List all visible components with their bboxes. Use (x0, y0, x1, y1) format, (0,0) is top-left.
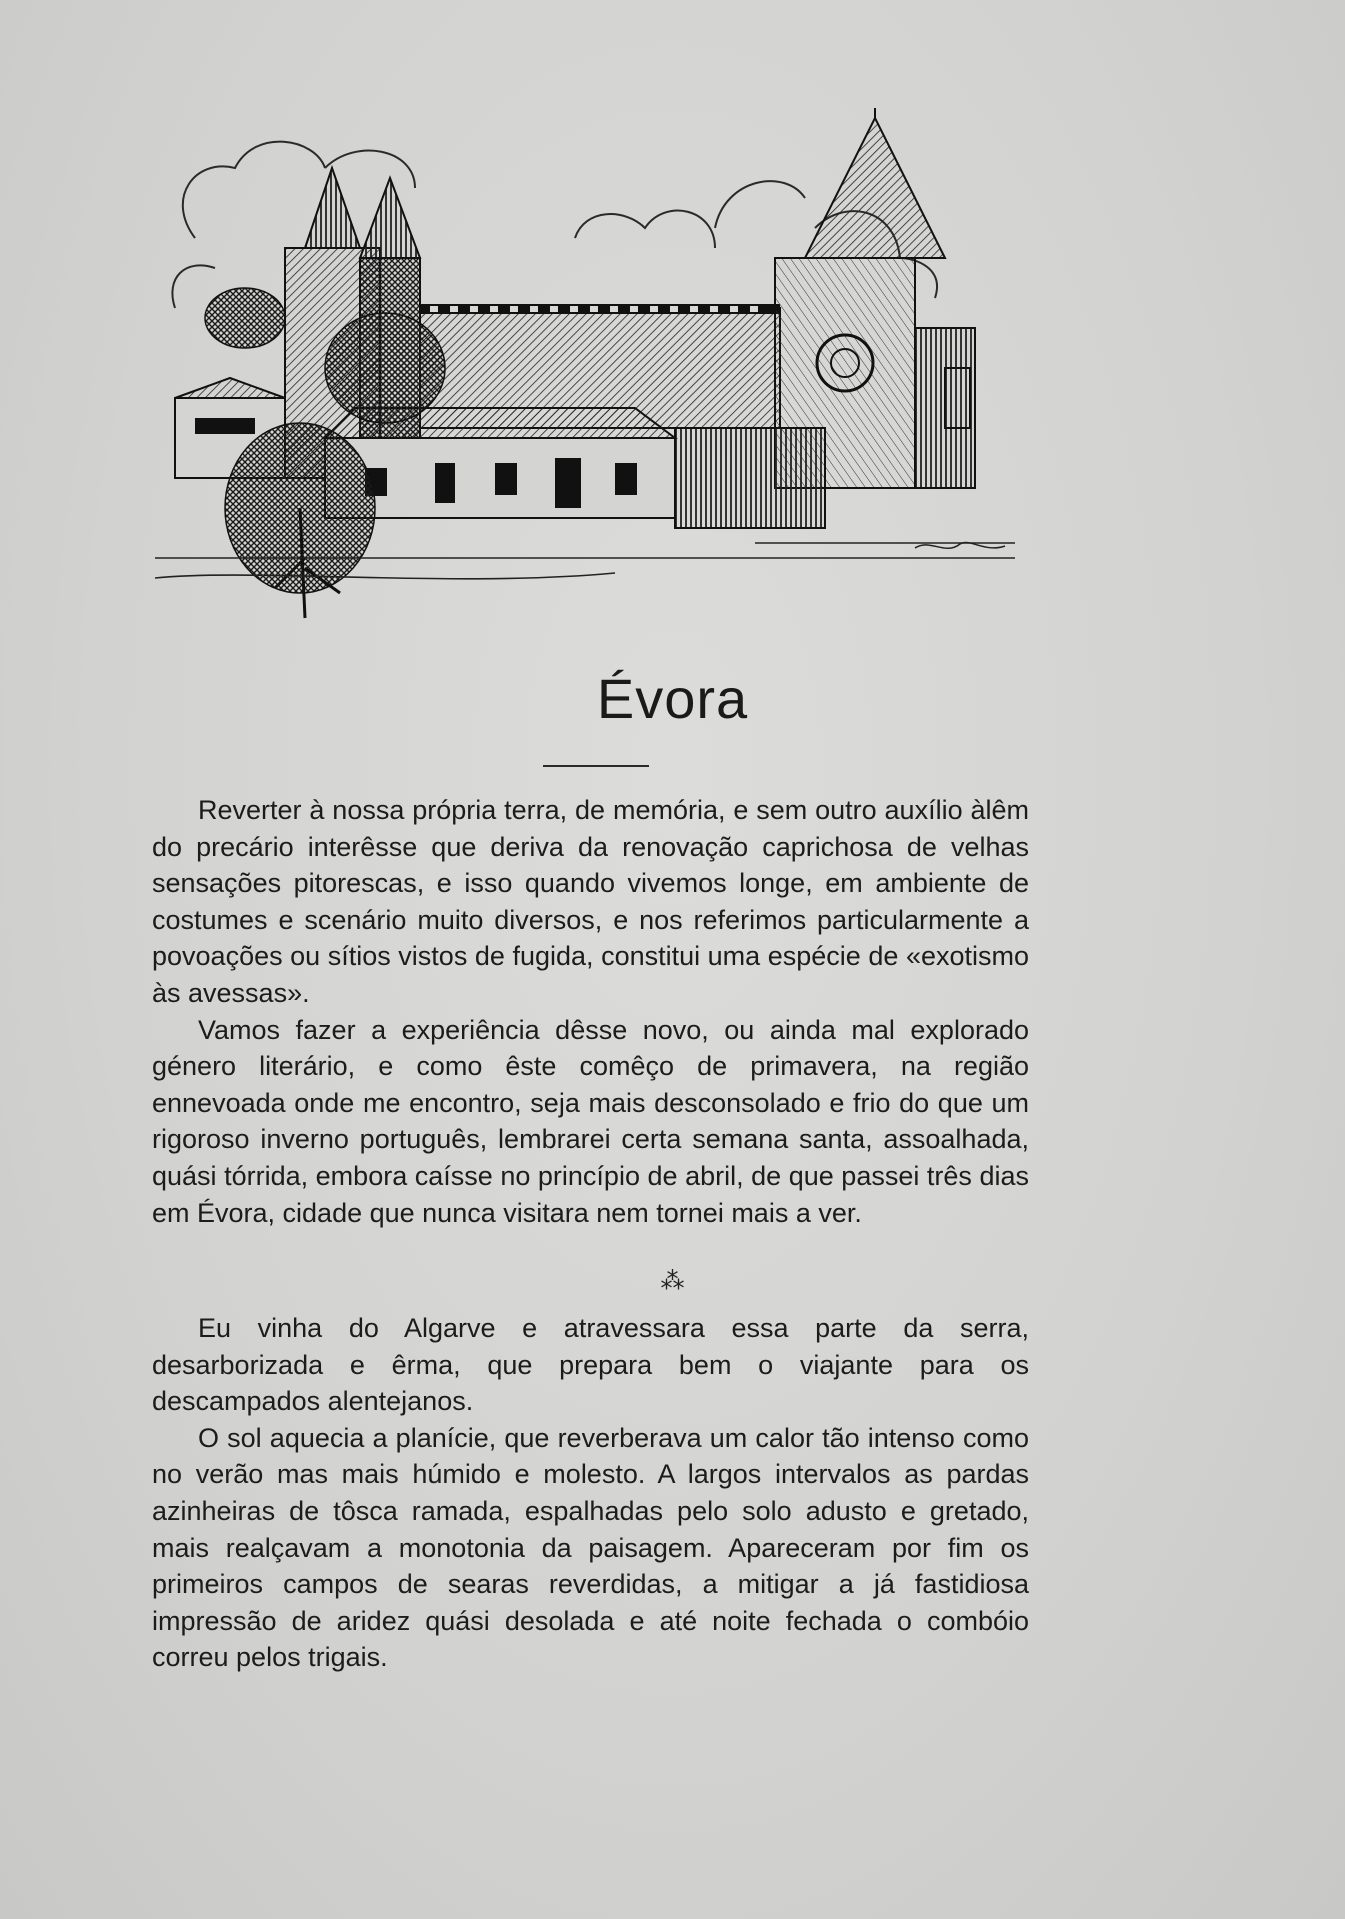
article-body-part1 (152, 792, 1029, 1231)
paragraph: O sol aquecia a planície, que reverberava um calor tão intenso como no verão mas mais húmido e molesto. A largos intervalos as pardas azinheiras de tôsca ramada, espalhadas pelo solo adusto e gretado, mais realçavam a monotonia da paisagem. Apareceram por fim os primeiros campos de searas reverdidas, a mitigar a já fastidiosa impressão de aridez quási desolada e até noite fechada o combóio correu pelos trigais. (152, 1422, 1029, 1673)
section-separator: ⁂ (660, 1268, 685, 1295)
cathedral-illustration (155, 108, 1055, 638)
article-title: Évora (596, 667, 749, 730)
article-body-part2 (152, 1310, 1029, 1676)
paragraph: Reverter à nossa própria terra, de memória, e sem outro auxílio àlêm do precário interêsse que deriva da renovação caprichosa de velhas sensações pitorescas, e isso quando vivemos longe, em ambiente de costumes e scenário muito diversos, e nos referimos particularmente a povoações ou sítios vistos de fugida, constitui uma espécie de «exotismo às avessas». (152, 795, 1029, 1008)
paragraph: Vamos fazer a experiência dêsse novo, ou ainda mal explorado género literário, e como êste comêço de primavera, na região ennevoada onde me encontro, seja mais desconsolado e frio do que um rigoroso inverno português, lembrarei certa semana santa, assoalhada, quási tórrida, embora caísse no princípio de abril, de que passei três dias em Évora, cidade que nunca visitara nem tornei mais a ver. (152, 1014, 1029, 1228)
title-rule (543, 765, 649, 767)
paragraph: Eu vinha do Algarve e atravessara essa parte da serra, desarborizada e êrma, que prepara bem o viajante para os descampados alentejanos. (152, 1313, 1029, 1417)
